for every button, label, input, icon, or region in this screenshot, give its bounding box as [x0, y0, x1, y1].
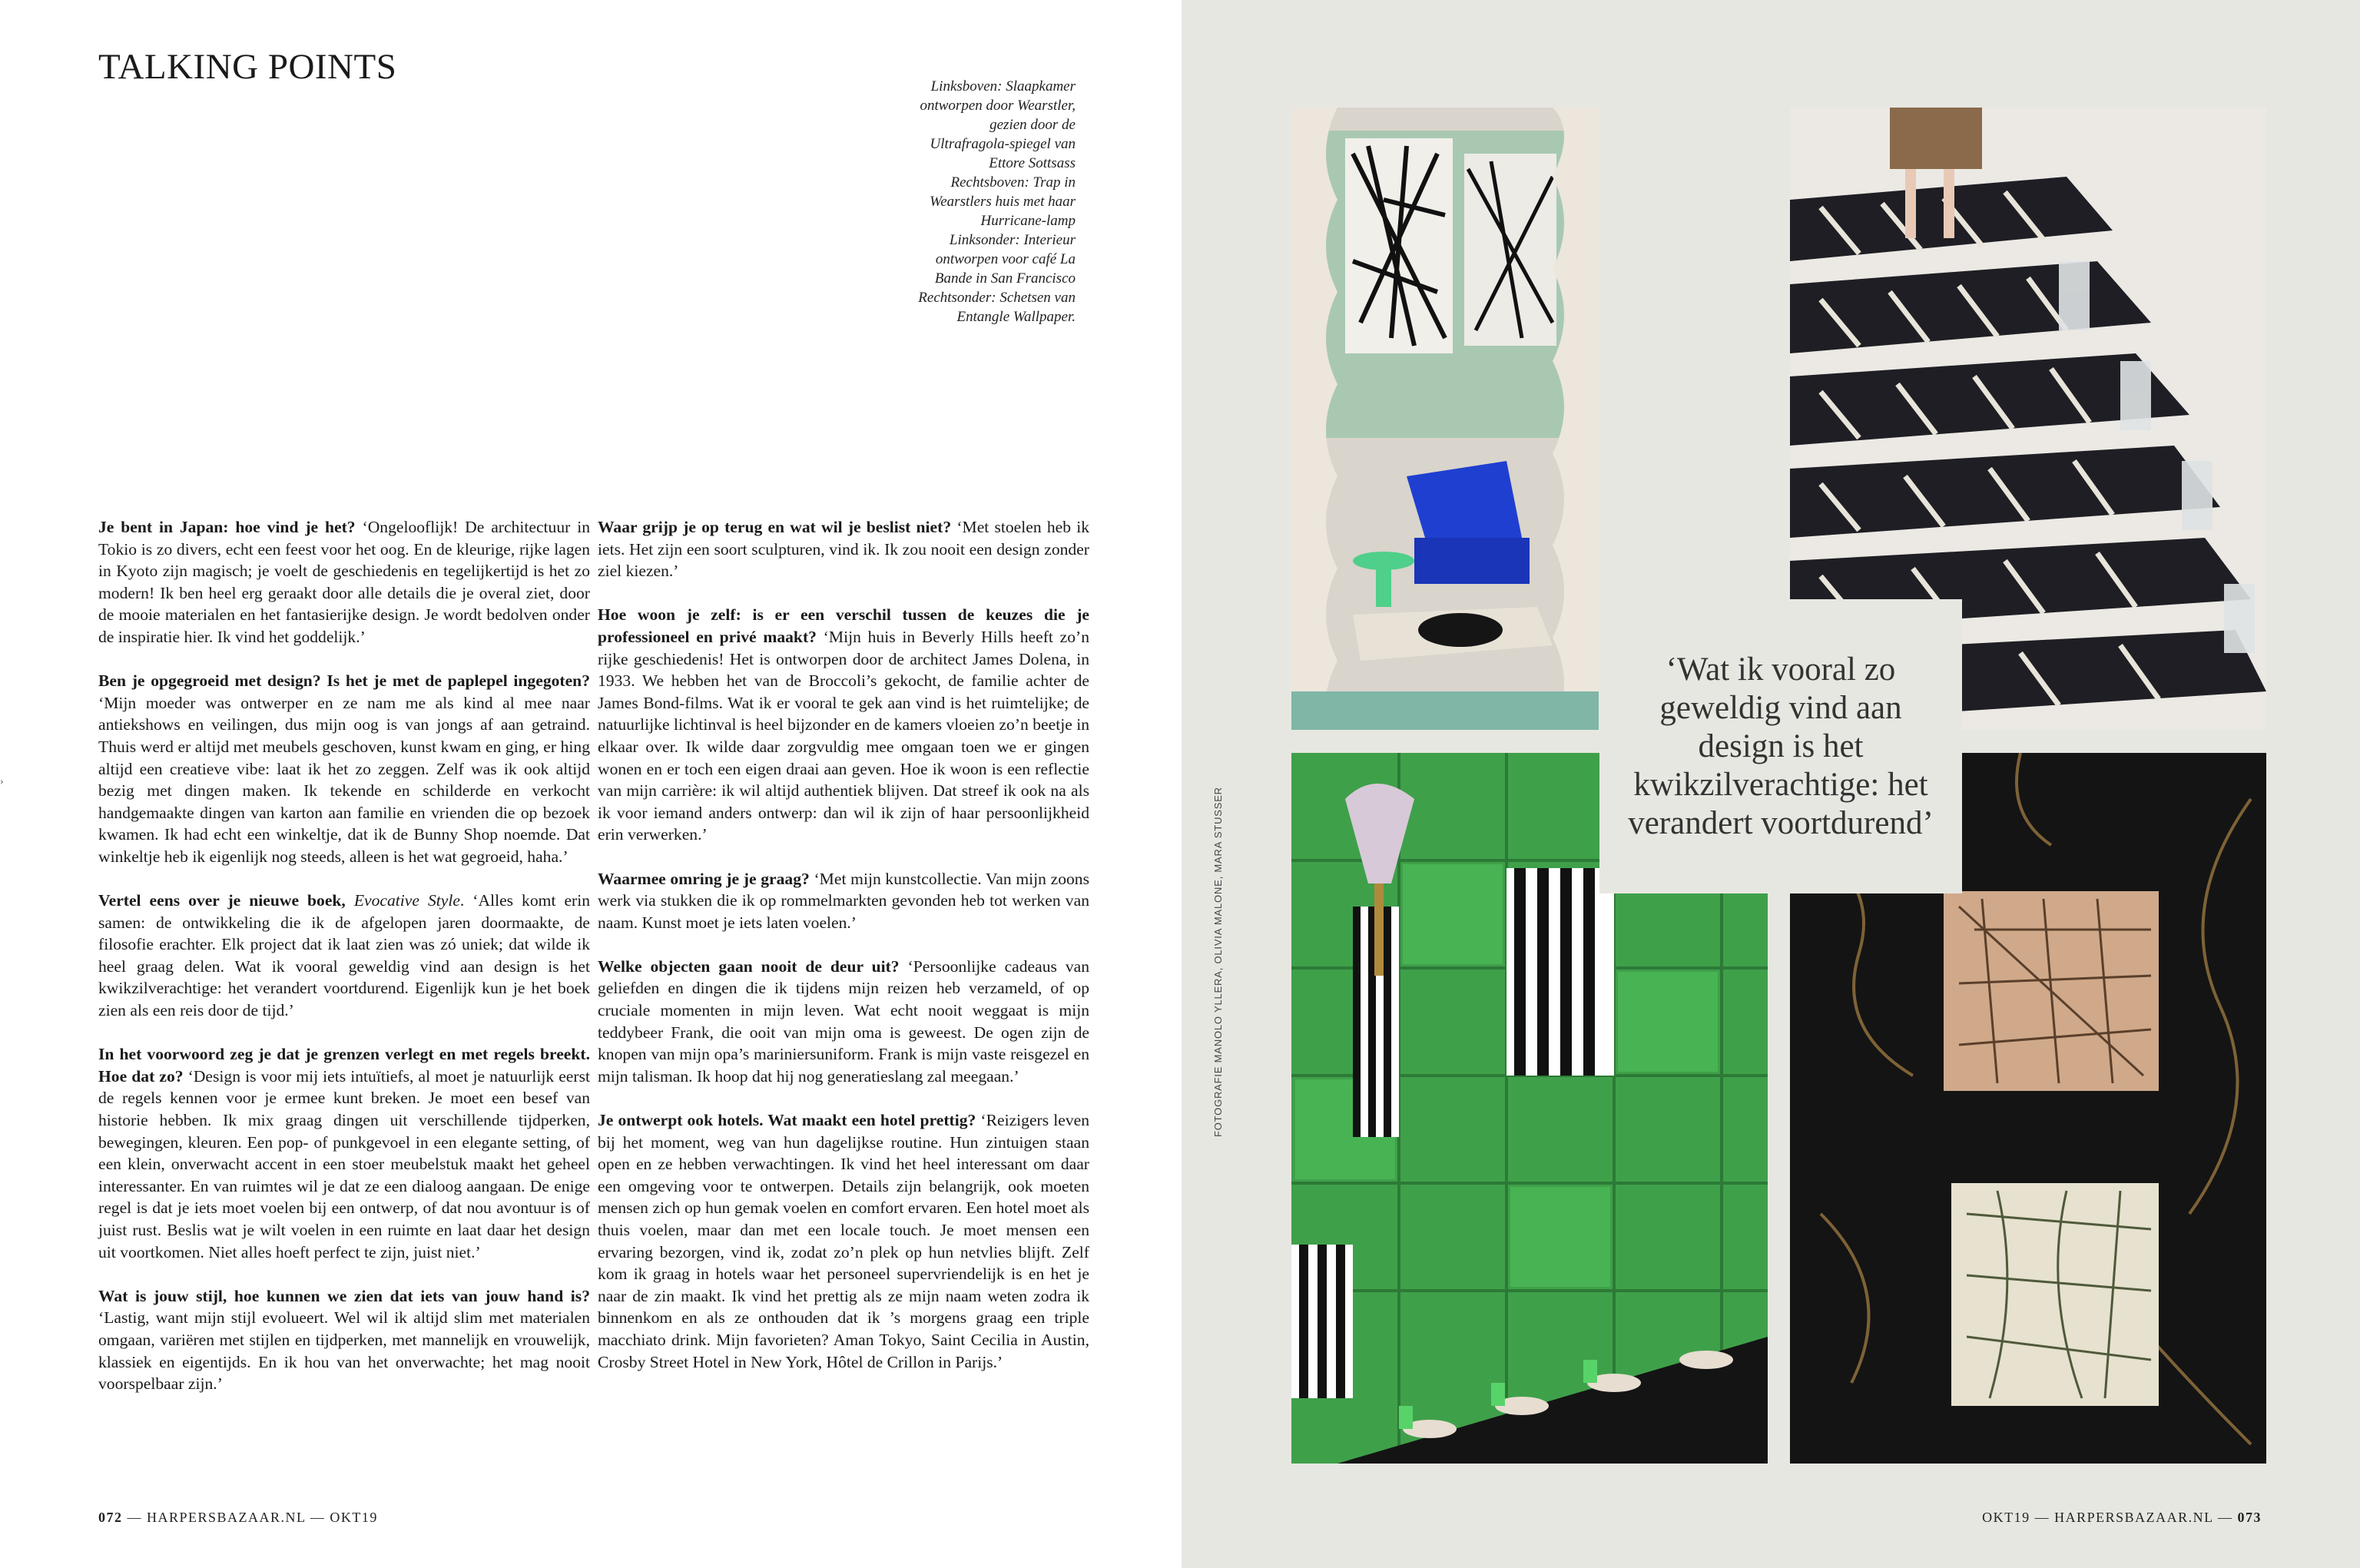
photo-caption: [814, 77, 1076, 327]
interview-answer: ‘Design is voor mij iets intuïtiefs, al moet je natuurlijk eerst de regels kennen voor je ermee kunt breken. Je moet een besef van historie hebben. Ik mix graag dingen uit verschillende tijdperken, bewegingen, kleuren. Een pop- of punkgevoel in een elegante setting, of een klein, onverwacht accent in een stoer meubelstuk maakt het geheel interessanter. En van ruimtes wil je dat ze een dialoog aangaan. De enige regel is dat je iets moet voelen bij een ontwerp, of dat nou avontuur is of juist rust. Beslis wat je wilt voelen in een ruimte en laat daar het design uit voortkomen. Niet alles hoeft perfect te zijn, juist niet.’: [98, 1066, 590, 1261]
caption-line: Ultrafragola-spiegel van: [930, 136, 1076, 152]
interview-answer: ‘Lastig, want mijn stijl evolueert. Wel wil ik altijd slim met materialen omgaan, variëren met stijlen en tijdperken, met mannelijk en vrouwelijk, klassiek en eigentijds. En ik hou van het onverwachte; het mag nooit voorspelbaar zijn.’: [98, 1308, 590, 1394]
page-footer-right: [1982, 1510, 2262, 1526]
interview-question: In het voorwoord zeg je dat je grenzen verlegt en met regels breekt. Hoe dat zo?: [98, 1045, 590, 1086]
photo-credit: FOTOGRAFIE MANOLO YLLERA, OLIVIA MALONE, MARA STUSSER: [1212, 787, 1224, 1137]
footer-text: OKT19 — HARPERSBAZAAR.NL —: [1982, 1510, 2238, 1525]
interview-paragraph: [98, 516, 590, 648]
caption-line: Wearstlers huis met haar: [930, 194, 1076, 210]
article-column-right: [598, 516, 1089, 1395]
pull-quote: ‘Wat ik vooral zo geweldig vind aan design is het kwikzilverachtige: het verandert voortdurend’: [1628, 651, 1934, 841]
caption-line: ontworpen door Wearstler,: [920, 98, 1076, 114]
pull-quote-box: [1599, 599, 1962, 893]
interview-question: Je bent in Japan: hoe vind je het?: [98, 518, 356, 536]
bedroom-photo: [1291, 108, 1599, 730]
interview-paragraph: [598, 868, 1089, 934]
interview-answer: . ‘Alles komt erin samen: de ontwikkeling die ik de afgelopen jaren doormaakte, de filosofie erachter. Elk project dat ik laat zien was zó uniek; dat wilde ik heel graag delen. Wat ik vooral geweldig vind aan design is het kwikzilverachtige: het verandert voortdurend. Eigenlijk kun je het boek zien als een reis door de tijd.’: [98, 891, 591, 1020]
caption-line: ontworpen voor café La: [935, 251, 1076, 267]
bedroom-image-icon: [1291, 108, 1599, 730]
crop-mark: ›: [0, 776, 4, 787]
interview-paragraph: [98, 670, 590, 867]
interview-answer: ‘Met stoelen heb ik iets. Het zijn een soort sculpturen, vind ik. Ik zou nooit een design zonder ziel kiezen.’: [598, 518, 1089, 581]
interview-answer: ‘Reizigers leven bij het moment, weg van hun dagelijkse routine. Hun zintuigen staan open en ze hebben verwachtingen. Ik vind het heel interessant om daar een omgeving voor te ontwerpen. Details zijn belangrijk, ook moeten mensen zich op hun gemak voelen en comfort ervaren. Een hotel moet als thuis voelen, maar dan met een locale touch. Je moet mensen een ervaring bezorgen, vind ik, zodat zo’n plek op hun netvlies blijft. Zelf kom ik graag in hotels waar het personeel supervriendelijk is en het je naar de zin maakt. Ik vind het prettig als ze mijn naam weten zodra ik binnenkom en als ze onthouden dat ik ’s morgens graag een triple macchiato drink. Mijn favorieten? Aman Tokyo, Saint Cecilia in Austin, Crosby Street Hotel in New York, Hôtel de Crillon in Parijs.’: [598, 1111, 1089, 1371]
interview-answer: ‘Mijn huis in Beverly Hills heeft zo’n rijke geschiedenis! Het is ontworpen door de architect James Dolena, in 1933. We hebben het van de Broccoli’s gekocht, de familie achter de James Bond-films. Wat ik er vooral te gek aan vind is het ruimtelijke; de natuurlijke lichtinval is heel bijzonder en de kamers vloeien zo’n beetje in elkaar over. Ik wilde daar zorgvuldig mee omgaan toen we er gingen wonen en er toch een eigen draai aan geven. Hoe ik woon is een reflectie van mijn carrière: ik wil altijd authentiek blijven. Dat streef ik ook na als ik voor iemand anders ontwerp: dan wil ik zijn of haar persoonlijkheid erin verwerken.’: [598, 627, 1089, 844]
interview-answer: ‘Ongelooflijk! De architectuur in Tokio is zo divers, echt een feest voor het oog. En de kleurige, rijke lagen in Kyoto zijn magisch; je voelt de geschiedenis en tegelijkertijd is het zo modern! Ik ben heel erg geraakt door alle details die je overal ziet, door de mooie materialen en het fantasierijke design. Je wordt bedolven onder de inspiratie hier. Ik vind het goddelijk.’: [98, 518, 590, 646]
interview-question: Ben je opgegroeid met design? Is het je met de paplepel ingegoten?: [98, 671, 590, 691]
page-footer-left: [98, 1510, 378, 1526]
caption-line: Rechtsboven: Trap in: [950, 174, 1076, 191]
caption-line: gezien door de: [989, 117, 1076, 133]
page-number: 073: [2237, 1510, 2262, 1525]
interview-question: Waar grijp je op terug en wat wil je beslist niet?: [598, 518, 952, 536]
interview-paragraph: [598, 604, 1089, 846]
footer-text: — HARPERSBAZAAR.NL — OKT19: [122, 1510, 378, 1525]
interview-paragraph: [598, 1109, 1089, 1373]
interview-question: Hoe woon je zelf: is er een verschil tussen de keuzes die je professioneel en privé maakt?: [598, 605, 1089, 646]
caption-line: Linksonder: Interieur: [949, 232, 1076, 248]
interview-answer: ‘Persoonlijke cadeaus van geliefden en dingen die ik tijdens mijn reizen heb verzameld, of op cruciale momenten in mijn leven. Wat echt nooit weggaat is mijn teddybeer Frank, die ooit van mijn oma is geweest. De ogen zijn de knopen van mijn opa’s mariniersuniform. Frank is mijn vaste reisgezel en mijn talisman. Ik hoop dat hij nog generatieslang zal meegaan.’: [598, 956, 1089, 1086]
caption-line: Hurricane-lamp: [980, 213, 1076, 229]
interview-paragraph: [98, 1043, 590, 1263]
page-number: 072: [98, 1510, 123, 1525]
caption-line: Rechtsonder: Schetsen van: [918, 290, 1076, 306]
section-title: TALKING POINTS: [98, 47, 397, 87]
interview-paragraph: [598, 956, 1089, 1088]
book-title: Evocative Style: [353, 891, 460, 910]
interview-paragraph: [98, 1285, 590, 1395]
interview-question: Je ontwerpt ook hotels. Wat maakt een hotel prettig?: [598, 1111, 976, 1130]
interview-question: Waarmee omring je je graag?: [598, 869, 810, 888]
caption-line: Linksboven: Slaapkamer: [930, 78, 1076, 94]
interview-question: Welke objecten gaan nooit de deur uit?: [598, 956, 900, 976]
caption-line: Entangle Wallpaper.: [956, 309, 1076, 325]
caption-line: Ettore Sottsass: [989, 155, 1076, 171]
caption-line: Bande in San Francisco: [934, 270, 1076, 287]
interview-paragraph: [598, 516, 1089, 582]
interview-question: Vertel eens over je nieuwe boek,: [98, 891, 346, 910]
article-column-left: [98, 516, 590, 1417]
interview-answer: ‘Mijn moeder was ontwerper en ze nam me als kind al mee naar antiekshows en veilingen, dus mijn oog is van jongs af aan getraind. Thuis werd er altijd met meubels geschoven, kunst kwam en ging, er hing altijd een creatieve vibe: laat ik het zo zeggen. Zelf was ik ook altijd bezig met dingen maken. Ik tekende en schilderde en verkocht handgemaakte dingen van karton aan familie en vrienden die op bezoek kwamen. Ik had echt een winkeltje, dat ik de Bunny Shop noemde. Dat winkeltje heb ik eigenlijk nog steeds, alleen is het wat gegroeid, haha.’: [98, 693, 590, 866]
interview-answer: ‘Met mijn kunstcollectie. Van mijn zoons werk via stukken die ik op rommelmarkten gevonden heb tot werken van naam. Kunst moet je iets laten voelen.’: [598, 869, 1089, 932]
interview-paragraph: [98, 890, 590, 1022]
interview-question: Wat is jouw stijl, hoe kunnen we zien dat iets van jouw hand is?: [98, 1286, 590, 1305]
